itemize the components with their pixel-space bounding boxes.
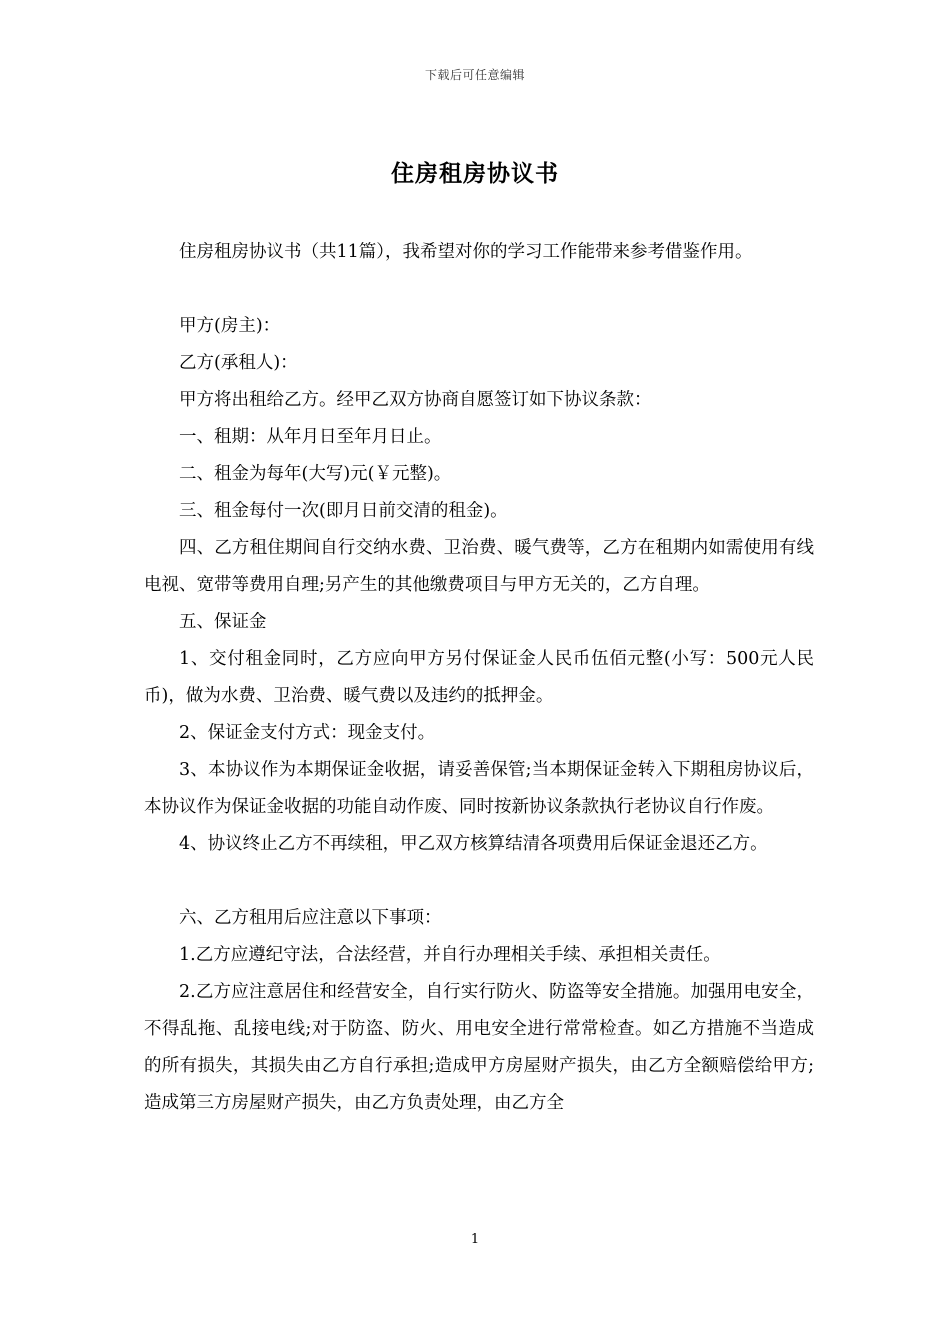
clause-notices-heading: 六、乙方租用后应注意以下事项：	[179, 908, 442, 928]
notice-item-2: 2.乙方应注意居住和经营安全，自行实行防火、防盗等安全措施。加强用电安全，不得乱拖、乱接电线;对于防盗、防火、用电安全进行常常检查。如乙方措施不当造成的所有损失，其损失由乙方自行承担;造成甲方房屋财产损失，由乙方全额赔偿给甲方;造成第三方房屋财产损失，由乙方负责处理，由乙方全	[144, 982, 814, 1113]
clause-deposit-heading: 五、保证金	[179, 612, 267, 632]
notice-item-1: 1.乙方应遵纪守法，合法经营，并自行办理相关手续、承担相关责任。	[179, 945, 721, 965]
document-body	[144, 234, 814, 1122]
clause-rent-payment: 三、租金每付一次(即月日前交清的租金)。	[179, 501, 508, 521]
document-title: 住房租房协议书	[391, 160, 559, 187]
clause-lease-term: 一、租期：从年月日至年月日止。	[179, 427, 442, 447]
preamble-paragraph: 甲方将出租给乙方。经甲乙双方协商自愿签订如下协议条款：	[179, 390, 652, 410]
clause-utilities: 四、乙方租住期间自行交纳水费、卫治费、暖气费等，乙方在租期内如需使用有线电视、宽带等费用自理;另产生的其他缴费项目与甲方无关的，乙方自理。	[144, 538, 814, 595]
clause-rent-amount: 二、租金为每年(大写)元(￥元整)。	[179, 464, 452, 484]
deposit-item-2: 2、保证金支付方式：现金支付。	[179, 723, 436, 743]
party-a-line: 甲方(房主)：	[179, 316, 281, 336]
header-note: 下载后可任意编辑	[424, 68, 525, 82]
deposit-item-1: 1、交付租金同时，乙方应向甲方另付保证金人民币伍佰元整(小写：500元人民币)，做为水费、卫治费、暖气费以及违约的抵押金。	[144, 649, 814, 706]
deposit-item-4: 4、协议终止乙方不再续租，甲乙双方核算结清各项费用后保证金退还乙方。	[179, 834, 768, 854]
party-b-line: 乙方(承租人)：	[179, 353, 298, 373]
intro-paragraph: 住房租房协议书（共11篇），我希望对你的学习工作能带来参考借鉴作用。	[179, 242, 753, 262]
deposit-item-3: 3、本协议作为本期保证金收据，请妥善保管;当本期保证金转入下期租房协议后，本协议作为保证金收据的功能自动作废、同时按新协议条款执行老协议自行作废。	[144, 760, 814, 817]
page-number: 1	[470, 1232, 480, 1247]
